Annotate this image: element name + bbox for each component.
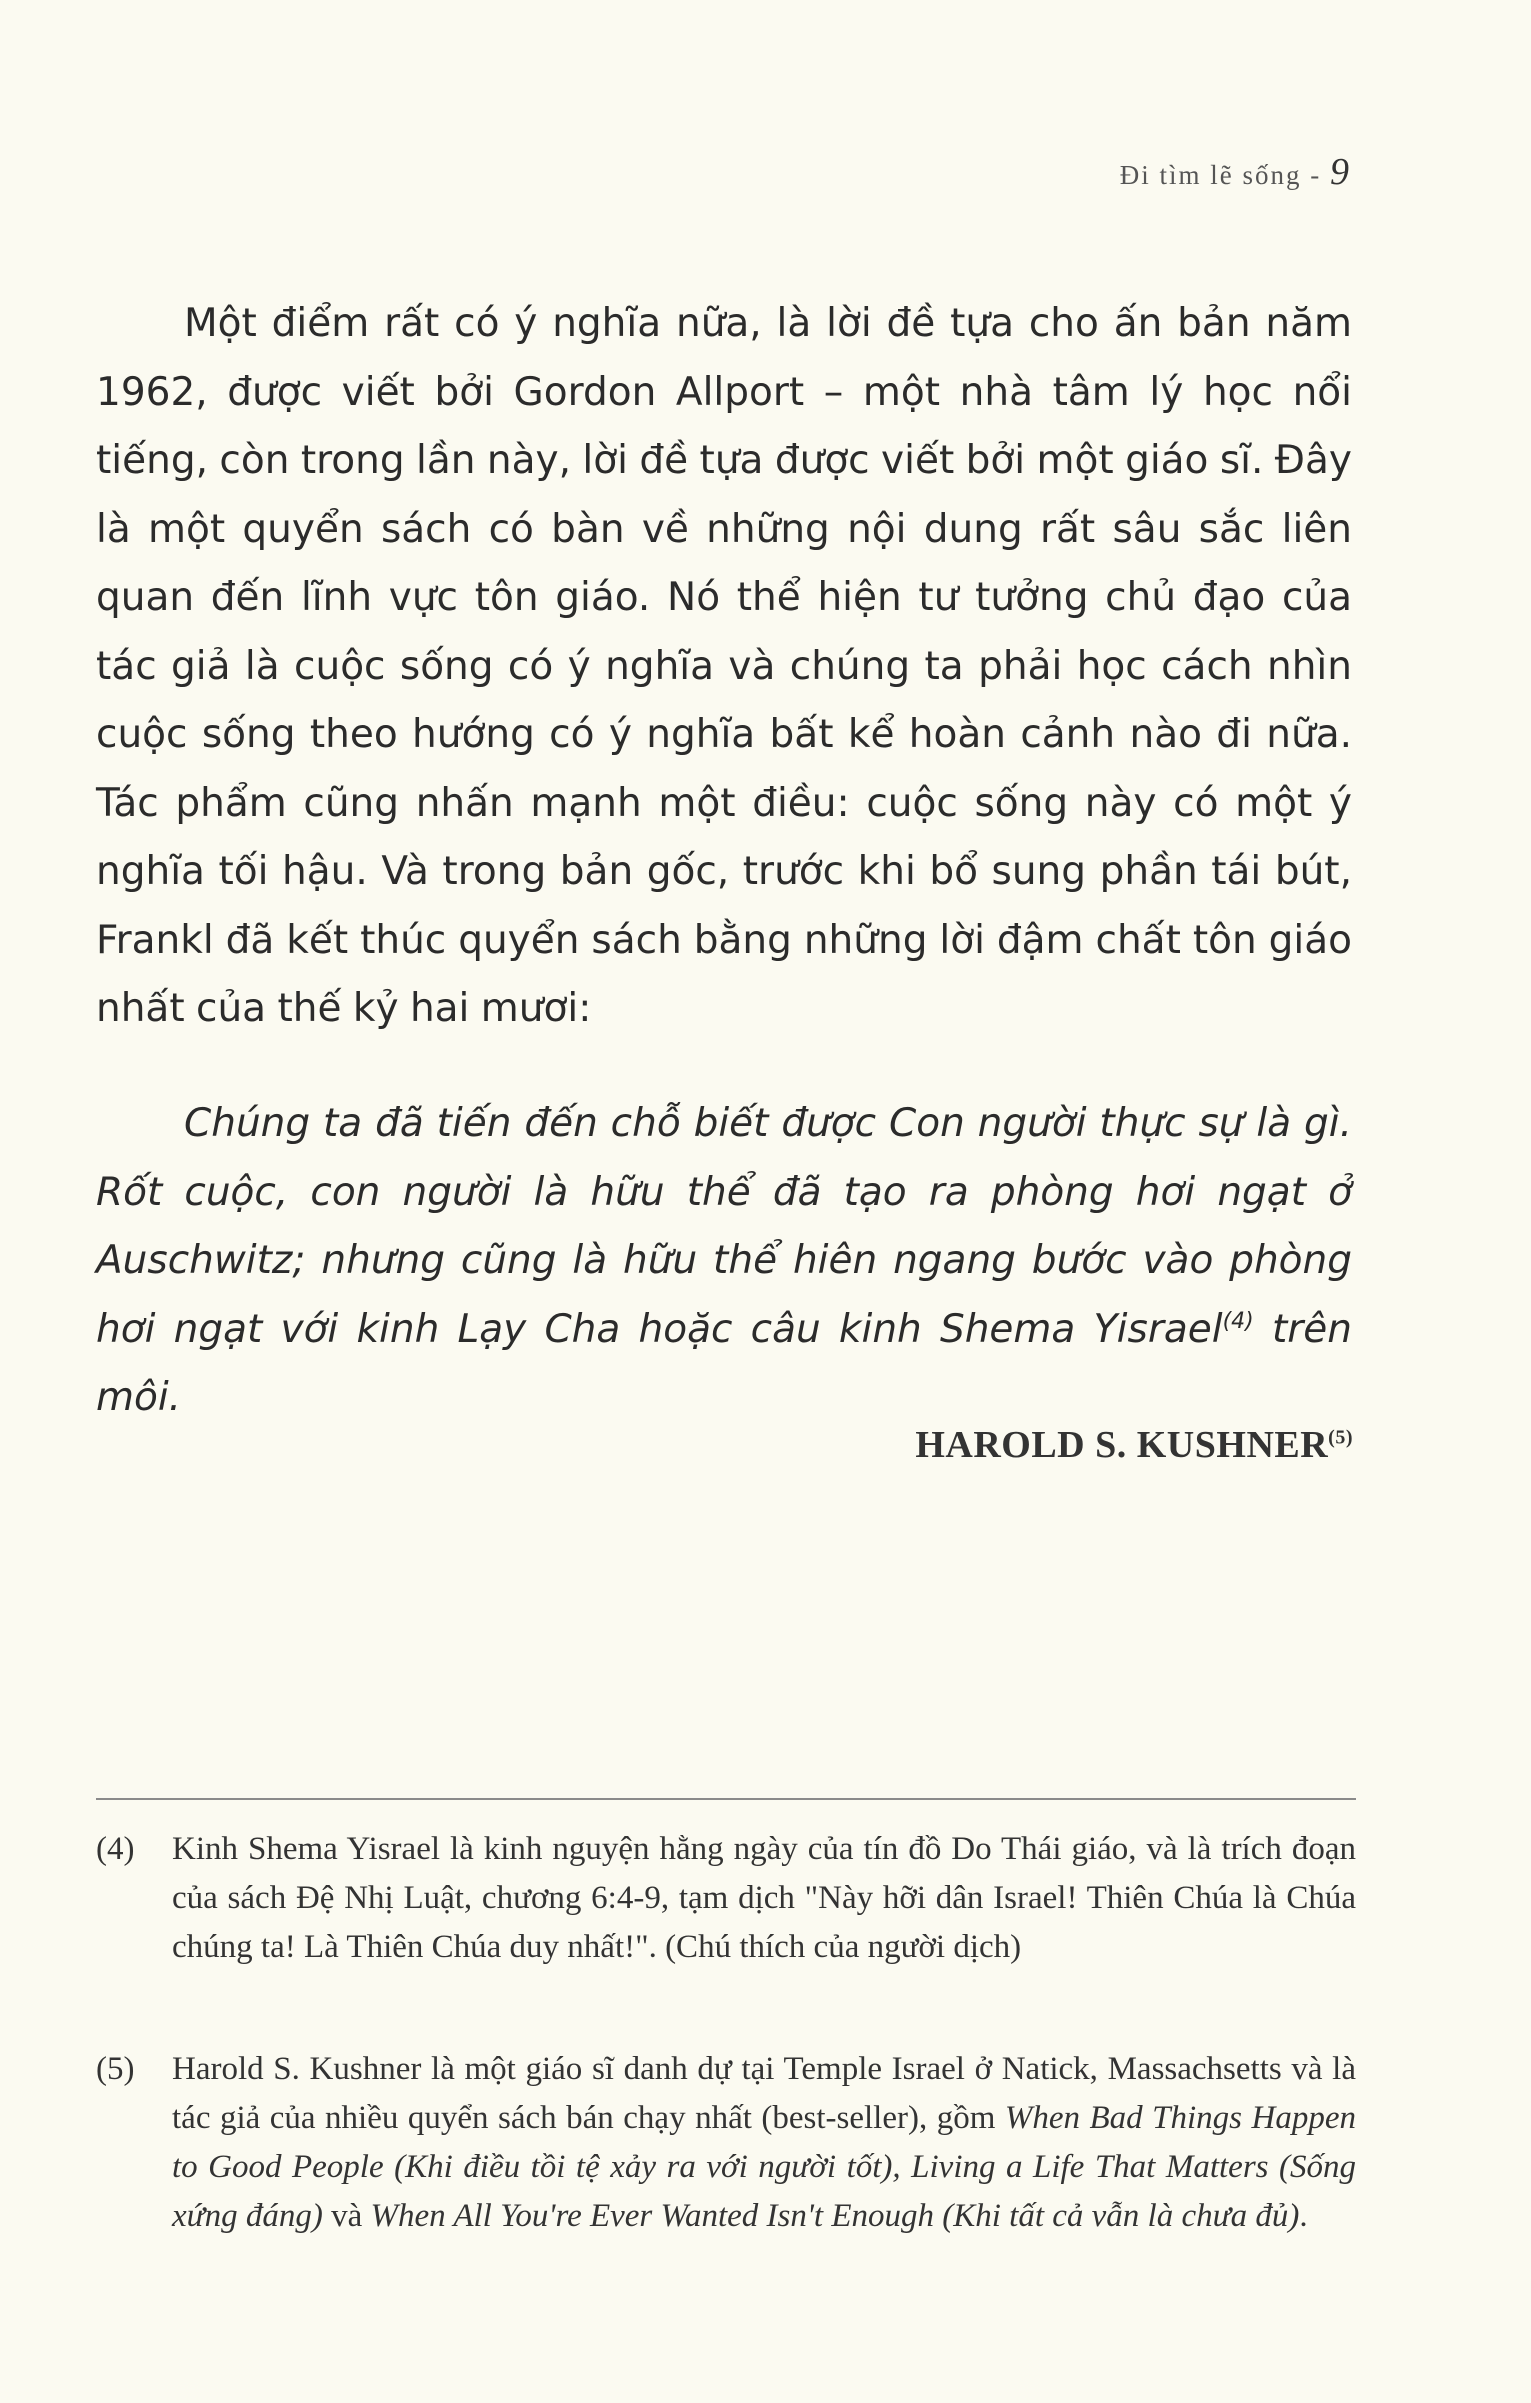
footnote-text-part: Harold S. Kushner là một giáo sĩ danh dự tại Temple Israel ở Natick, Massachsetts và là tác giả của nhiều quyển sách bán chạy nhất (best-seller), gồm (172, 2051, 1356, 2136)
footnote-text (172, 2045, 1356, 2241)
footnote-number: (5) (96, 2051, 135, 2087)
page-number: 9 (1330, 151, 1349, 193)
footnote-text-part: và (322, 2198, 371, 2234)
footnote-ref-4[interactable]: (4) (1222, 1308, 1254, 1334)
footnote-4 (96, 1825, 1356, 1972)
signature-name: HAROLD S. KUSHNER (915, 1424, 1329, 1466)
footnote-number: (4) (96, 1831, 135, 1867)
footnote-text-part: . (1299, 2198, 1308, 2234)
quote-text: Chúng ta đã tiến đến chỗ biết được Con người thực sự là gì. Rốt cuộc, con người là hữu thể đã tạo ra phòng hơi ngạt ở Auschwitz; nhưng cũng là hữu thể hiên ngang bước vào phòng hơi ngạt với kinh Lạy Cha hoặc câu kinh Shema Yisrael (96, 1101, 1352, 1352)
footnote-text: Kinh Shema Yisrael là kinh nguyện hằng ngày của tín đồ Do Thái giáo, và là trích đoạn của sách Đệ Nhị Luật, chương 6:4-9, tạm dịch "Này hỡi dân Israel! Thiên Chúa là Chúa chúng ta! Là Thiên Chúa duy nhất!". (Chú thích của người dịch) (172, 1831, 1356, 1965)
block-quote (96, 1090, 1352, 1433)
quote-text-end: trên môi. (96, 1306, 1353, 1420)
running-header (1120, 150, 1349, 194)
footnote-divider (96, 1798, 1356, 1800)
running-title: Đi tìm lẽ sống - (1119, 160, 1330, 190)
footnote-5 (96, 2045, 1356, 2241)
book-title: When All You're Ever Wanted Isn't Enough (Khi tất cả vẫn là chưa đủ) (370, 2198, 1300, 2234)
author-signature (915, 1423, 1353, 1467)
body-paragraph: Một điểm rất có ý nghĩa nữa, là lời đề tựa cho ấn bản năm 1962, được viết bởi Gordon Allport – một nhà tâm lý học nổi tiếng, còn trong lần này, lời đề tựa được viết bởi một giáo sĩ. Đây là một quyển sách có bàn về những nội dung rất sâu sắc liên quan đến lĩnh vực tôn giáo. Nó thể hiện tư tưởng chủ đạo của tác giả là cuộc sống có ý nghĩa và chúng ta phải học cách nhìn cuộc sống theo hướng có ý nghĩa bất kể hoàn cảnh nào đi nữa. Tác phẩm cũng nhấn mạnh một điều: cuộc sống này có một ý nghĩa tối hậu. Và trong bản gốc, trước khi bổ sung phần tái bút, Frankl đã kết thúc quyển sách bằng những lời đậm chất tôn giáo nhất của thế kỷ hai mươi: (96, 301, 1352, 1031)
footnote-ref-5[interactable]: (5) (1328, 1426, 1353, 1449)
book-titles: When Bad Things Happen to Good People (Khi điều tồi tệ xảy ra với người tốt), Living a Life That Matters (Sống xứng đáng) (172, 2100, 1356, 2234)
